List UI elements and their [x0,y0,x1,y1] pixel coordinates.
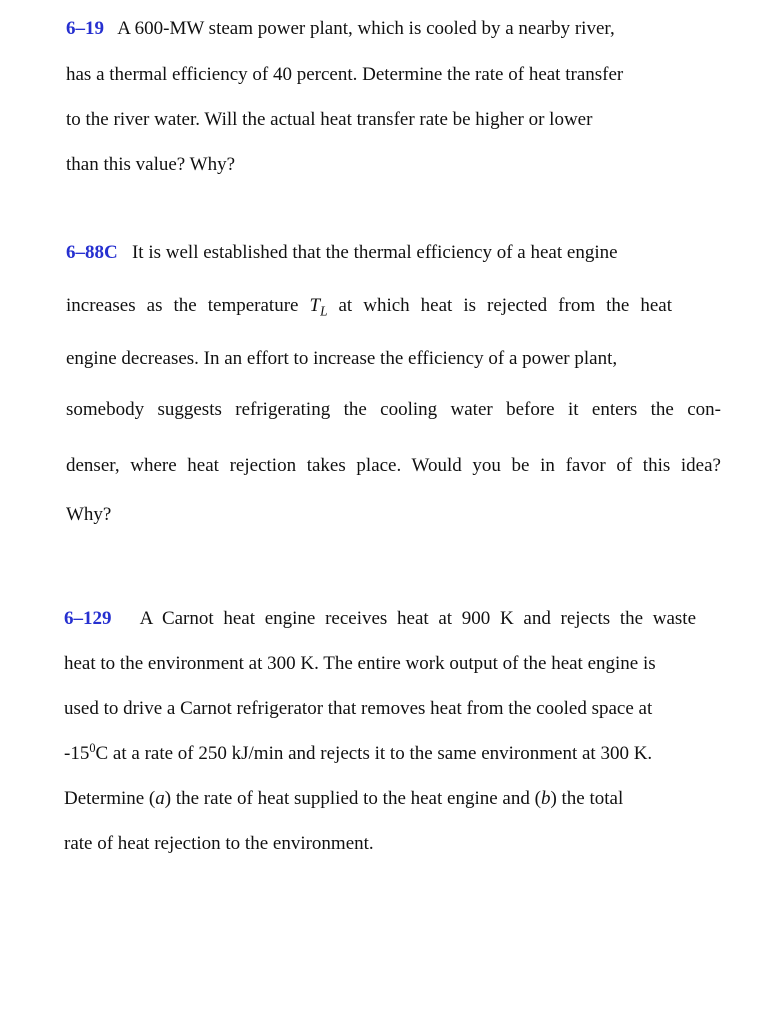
problem-line [66,294,672,318]
problem-line: somebody suggests refrigerating the cooling water before it enters the con- [66,399,721,420]
problem-line: has a thermal efficiency of 40 percent. Determine the rate of heat transfer [66,64,624,85]
problem-line: $-15^0C$ at a rate of 250 kJ/min and rejects it to the same environment at 300 K. [64,741,653,764]
problem-line: rate of heat rejection to the environment. [64,833,374,854]
problem-line: than this value? Why? [66,154,236,175]
problem-line: to the river water. Will the actual heat transfer rate be higher or lower [66,109,593,130]
problem-line: engine decreases. In an effort to increase the efficiency of a power plant, [66,348,618,369]
problem-line [66,241,618,265]
problem-line: Determine (a) the rate of heat supplied to the heat engine and (b) the total [64,788,624,809]
problem-text: A 600-MW steam power plant, which is cooled by a nearby river, [117,18,615,39]
problem-line [66,17,615,41]
problem-number: 6–19 [66,18,104,39]
part-a-label: a [155,788,165,809]
problem-line: used to drive a Carnot refrigerator that removes heat from the cooled space at [64,698,653,719]
part-b-label: b [540,788,551,809]
problem-line: denser, where heat rejection takes place. Would you be in favor of this idea? [66,455,721,476]
problem-line [64,607,696,631]
problem-number: 6–88C [66,242,118,263]
problem-line: Why? [66,504,112,525]
problem-text: It is well established that the thermal efficiency of a heat engine [131,242,618,263]
problem-line: heat to the environment at 300 K. The entire work output of the heat engine is [64,653,656,674]
problem-number: 6–129 [64,608,112,629]
problem-text: increases as the temperature [66,295,299,316]
problem-text: A Carnot heat engine receives heat at 900 K and rejects the waste [139,608,697,629]
problem-text: at which heat is rejected from the heat [338,295,673,316]
temperature-variable: $T_L$ [309,295,328,319]
